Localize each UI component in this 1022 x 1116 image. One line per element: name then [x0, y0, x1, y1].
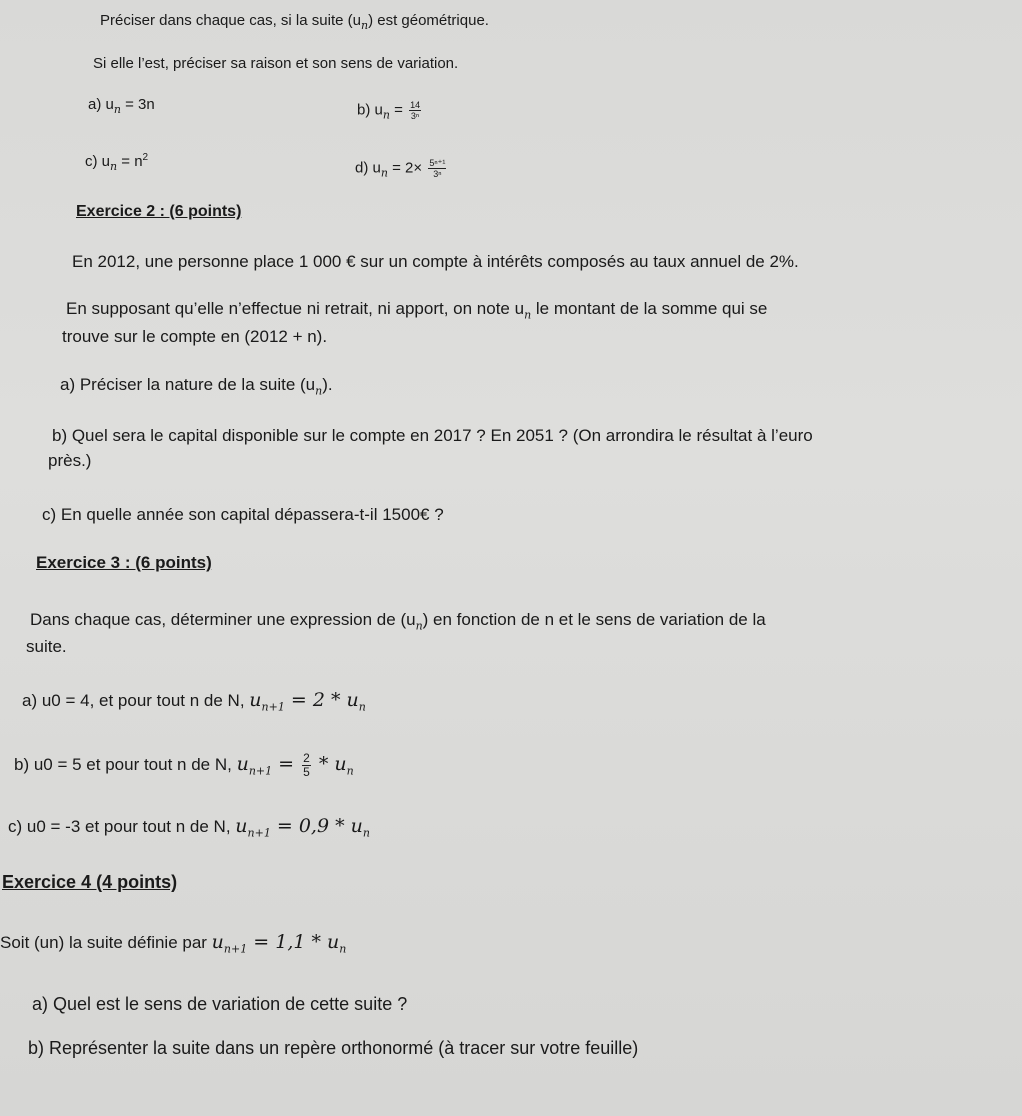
- ex2-question-b-line1: b) Quel sera le capital disponible sur le compte en 2017 ? En 2051 ? (On arrondira le résultat à l’euro: [52, 426, 813, 445]
- ex3-title: Exercice 3 : (6 points): [36, 553, 212, 572]
- ex3-question-a: a) u0 = 4, et pour tout n de N, $u_{n+1} = 2 * u_n$: [22, 689, 366, 714]
- ex4-title: Exercice 4 (4 points): [2, 872, 178, 892]
- ex2-paragraph-2a: En supposant qu’elle n’effectue ni retrait, ni apport, on note $u_n$ le montant de la somme qui se: [66, 299, 768, 322]
- fraction: $\frac{\text{5ⁿ⁺¹}}{\text{3ⁿ}}$: [429, 158, 446, 179]
- ex4-question-b: b) Représenter la suite dans un repère orthonormé (à tracer sur votre feuille): [28, 1038, 639, 1058]
- ex1-intro-line2: Si elle l’est, préciser sa raison et son sens de variation.: [93, 55, 459, 72]
- ex2-paragraph-1: En 2012, une personne place 1 000 € sur un compte à intérêts composés au taux annuel de 2%.: [72, 252, 799, 271]
- ex1-item-a: a) $u_n = 3n$: [88, 96, 155, 116]
- ex2-question-c: c) En quelle année son capital dépassera-t-il 1500€ ?: [42, 505, 444, 524]
- ex2-title: Exercice 2 : (6 points): [76, 203, 242, 220]
- ex3-question-c: c) u0 = -3 et pour tout n de N, $u_{n+1} = 0,9 * u_n$: [8, 815, 370, 840]
- ex2-question-a: a) Préciser la nature de la suite $(u_n)$.: [60, 375, 333, 398]
- ex3-paragraph-1a: Dans chaque cas, déterminer une expression de $(u_n)$ en fonction de n et le sens de variation de la: [30, 610, 766, 633]
- ex1-item-c: c) $u_n = n^2$: [85, 152, 149, 173]
- ex2-paragraph-2b: trouve sur le compte en (2012 + n).: [62, 327, 328, 346]
- ex2-question-b-line2: près.): [48, 451, 92, 470]
- ex1-intro-line1: Préciser dans chaque cas, si la suite $(u_n)$ est géométrique.: [100, 12, 489, 32]
- ex3-question-b: b) u0 = 5 et pour tout n de N, $u_{n+1}$ = $\frac{2}{5}$ * $u_n$: [14, 751, 354, 779]
- ex3-paragraph-1b: suite.: [26, 637, 67, 656]
- ex4-paragraph-1: Soit (un) la suite définie par $u_{n+1} = 1,1 * u_n$: [0, 931, 347, 956]
- ex1-item-d: d) $u_n = 2\times$ $\frac{\text{5ⁿ⁺¹}}{\text{3ⁿ}}$: [355, 158, 446, 180]
- ex4-question-a: a) Quel est le sens de variation de cette suite ?: [32, 994, 408, 1014]
- fraction: $\frac{14}{\text{3ⁿ}}$: [410, 100, 421, 121]
- fraction: $\frac{2}{5}$: [303, 751, 310, 779]
- ex1-item-b: b) $u_n$ = $\frac{14}{\text{3ⁿ}}$: [357, 100, 421, 122]
